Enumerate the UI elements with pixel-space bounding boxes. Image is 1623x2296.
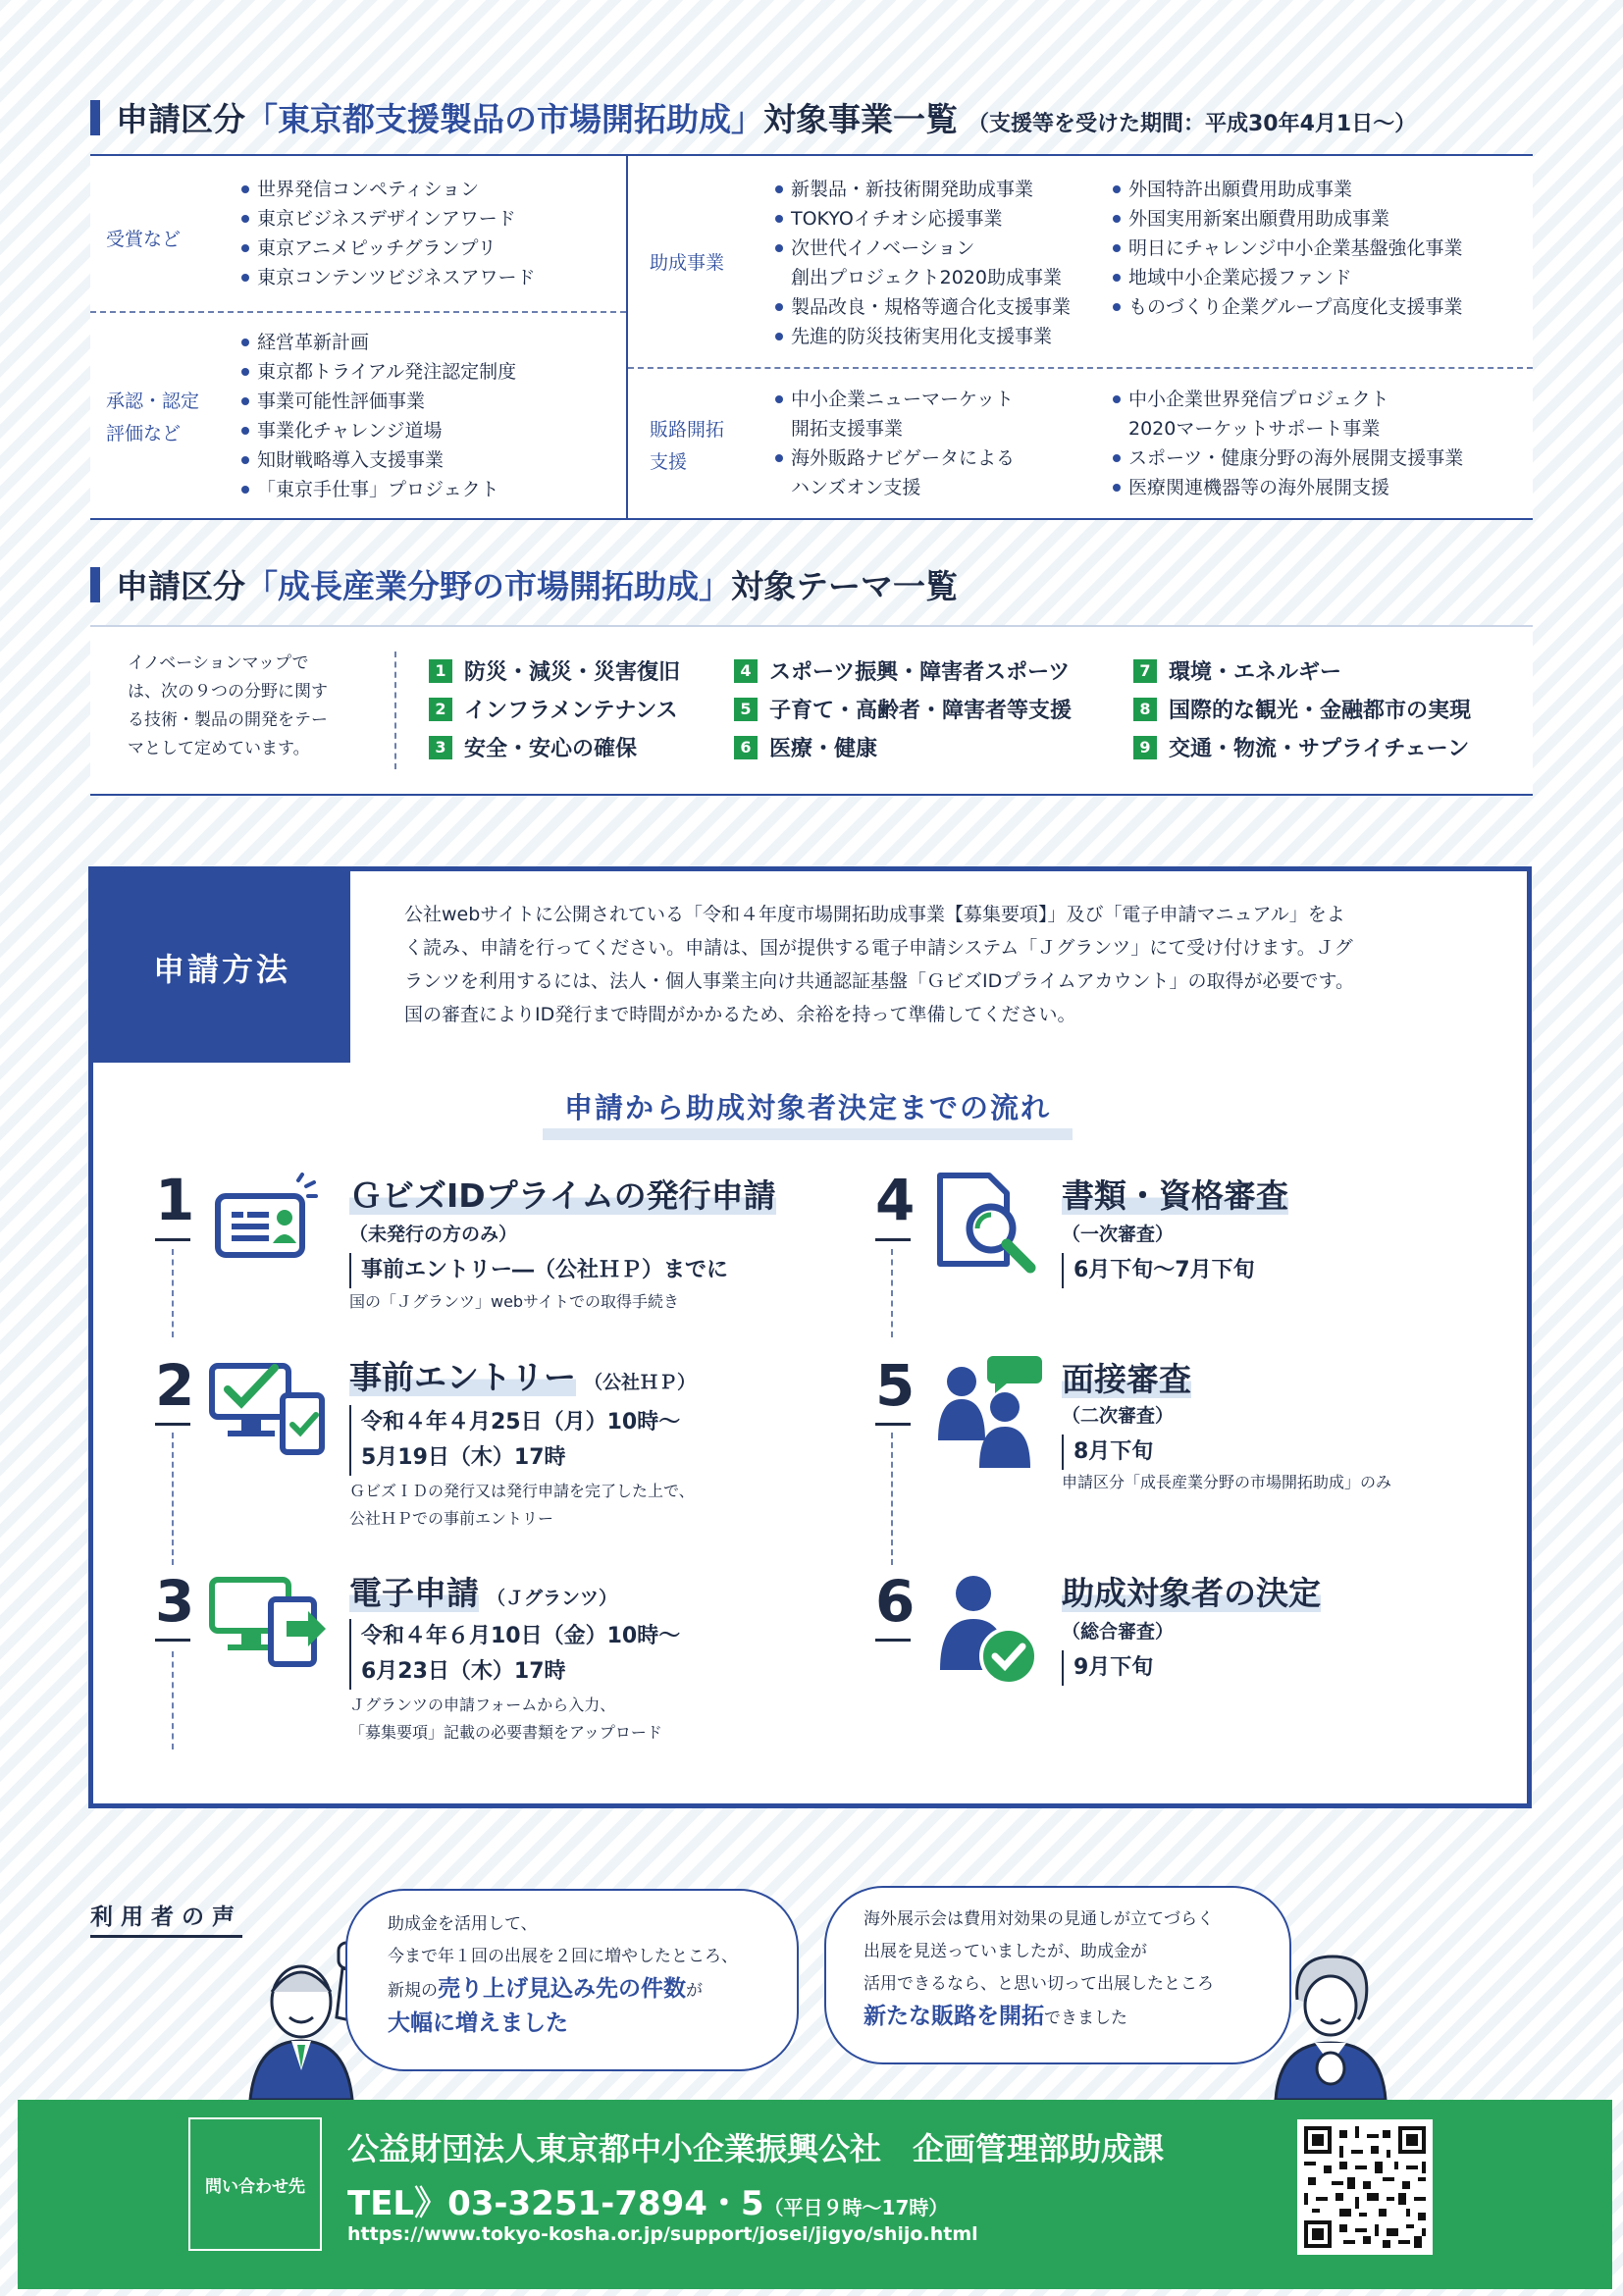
approved-person-icon	[934, 1568, 1047, 1695]
step-title: 事前エントリー （公社ＨＰ）	[349, 1358, 697, 1396]
category-approval: 承認・認定 評価など	[106, 391, 200, 444]
list-item-continued: ハンズオン支援	[791, 477, 921, 498]
list-item: 知財戦略導入支援事業	[241, 445, 516, 475]
approval-list	[241, 328, 516, 504]
computer-upload-icon	[206, 1570, 334, 1677]
list-item-continued: 2020マーケットサポート事業	[1128, 418, 1381, 440]
bottom-rule	[90, 518, 1533, 520]
list-item: 東京ビジネスデザインアワード	[241, 204, 535, 234]
list-item: ものづくり企業グループ高度化支援事業	[1113, 292, 1462, 322]
bottom-rule	[90, 794, 1533, 796]
list-item: 東京都トライアル発注認定制度	[241, 357, 516, 387]
document-search-icon	[930, 1168, 1043, 1284]
businesswoman-illustration	[1268, 1941, 1395, 2104]
step-dates: 事前エントリー―（公社ＨＰ）までに	[349, 1253, 728, 1288]
awards-list	[241, 175, 535, 292]
grants-list-col1	[775, 175, 1071, 351]
step-number-rule	[875, 1238, 911, 1241]
step-connector	[172, 1651, 174, 1749]
step-sub: （二次審査）	[1062, 1405, 1175, 1427]
interview-icon	[934, 1352, 1047, 1474]
right-divider	[628, 367, 1533, 369]
list-item: 東京コンテンツビジネスアワード	[241, 263, 535, 292]
theme-item: 8 国際的な観光・金融都市の実現	[1133, 694, 1471, 724]
step-number: 1	[155, 1167, 195, 1233]
telephone[interactable]: TEL》03-3251-7894・5（平日９時〜17時）	[347, 2184, 949, 2223]
id-card-icon	[212, 1173, 320, 1267]
section1-highlight: 「東京都支援製品の市場開拓助成」	[245, 100, 763, 138]
step-number: 3	[155, 1568, 195, 1635]
contact-label: 問い合わせ先	[188, 2117, 322, 2251]
step-number: 2	[155, 1352, 195, 1419]
section1-label: 申請区分	[116, 100, 245, 138]
step-number-rule	[155, 1423, 190, 1426]
list-item: 先進的防災技術実用化支援事業	[775, 322, 1071, 351]
step-note: 国の「Ｊグランツ」webサイトでの取得手続き	[349, 1292, 679, 1311]
theme-item: 5 子育て・高齢者・障害者等支援	[734, 694, 1072, 724]
step-number-rule	[875, 1639, 911, 1642]
list-item-continued: 開拓支援事業	[791, 418, 904, 440]
step-sub: （未発行の方のみ）	[349, 1224, 518, 1245]
step-title: 助成対象者の決定	[1062, 1574, 1321, 1612]
top-rule	[90, 625, 1533, 627]
qr-code[interactable]	[1297, 2119, 1433, 2255]
step-dates: 9月下旬	[1062, 1650, 1153, 1686]
method-description: 公社webサイトに公開されている「令和４年度市場開拓助成事業【募集要項】」及び「電子申請マニュアル」をよ く読み、申請を行ってください。申請は、国が提供する電子申請システム「Ｊグランツ」にて受け付けます。Ｊグ ランツを利用するには、法人・個人事業主向け共通認証基盤「ＧビズIDプライムアカウント」の取得が必要です。 国の審査によりID発行まで時間がかかるため、余裕を持って準備してください。	[404, 904, 1354, 1025]
list-item: 中小企業世界発信プロジェクト	[1113, 385, 1463, 414]
list-item-continued: 創出プロジェクト2020助成事業	[791, 267, 1062, 288]
organization-name: 公益財団法人東京都中小企業振興公社 企画管理部助成課	[347, 2130, 1165, 2167]
step-connector	[891, 1249, 893, 1337]
flow-title-underline	[543, 1128, 1073, 1140]
step-number-rule	[155, 1238, 190, 1241]
theme-item: 4 スポーツ振興・障害者スポーツ	[734, 655, 1070, 686]
list-item: 世界発信コンペティション	[241, 175, 535, 204]
section1-suffix: 対象事業一覧	[763, 100, 958, 138]
title-bar	[90, 567, 100, 602]
step-sub: （一次審査）	[1062, 1224, 1175, 1245]
list-item: 事業可能性評価事業	[241, 387, 516, 416]
top-rule	[90, 154, 1533, 156]
list-item: TOKYOイチオシ応援事業	[775, 204, 1071, 234]
step-number-rule	[155, 1639, 190, 1642]
list-item: 新製品・新技術開発助成事業	[775, 175, 1071, 204]
step-number: 5	[875, 1352, 916, 1419]
list-item: 事業化チャレンジ道場	[241, 416, 516, 445]
voice-1-text: 助成金を活用して、 今まで年１回の出展を２回に増やしたところ、 新規の売り上げ見込み先の件数が 大幅に増えました	[388, 1914, 738, 2036]
list-item: 医療関連機器等の海外展開支援	[1113, 473, 1463, 502]
list-item: 外国特許出願費用助成事業	[1113, 175, 1462, 204]
title-bar	[90, 100, 100, 135]
step-dates: 令和４年６月10日（金）10時〜 6月23日（木）17時	[349, 1619, 680, 1690]
left-divider	[90, 311, 626, 313]
sales-list-col2	[1113, 385, 1463, 502]
voice-2-text: 海外展示会は費用対効果の見通しが立てづらく 出展を見送っていましたが、助成金が 活用できるなら、と思い切って出展したところ 新たな販路を開拓できました	[864, 1909, 1214, 2029]
theme-item: 7 環境・エネルギー	[1133, 655, 1341, 686]
list-item: 東京アニメピッチグランプリ	[241, 234, 535, 263]
column-divider	[626, 155, 628, 518]
list-item: スポーツ・健康分野の海外展開支援事業	[1113, 444, 1463, 473]
list-item: 地域中小企業応援ファンド	[1113, 263, 1462, 292]
step-dates: 令和４年４月25日（月）10時〜 5月19日（木）17時	[349, 1405, 680, 1476]
step-title: 面接審査	[1062, 1360, 1191, 1398]
section2-label: 申請区分	[116, 567, 245, 605]
grants-list-col2	[1113, 175, 1462, 322]
computer-check-icon	[206, 1356, 334, 1463]
list-item: 次世代イノベーション	[775, 234, 1071, 263]
step-connector	[891, 1433, 893, 1565]
step-connector	[172, 1249, 174, 1337]
step-connector	[172, 1433, 174, 1565]
step-title: 書類・資格審査	[1062, 1176, 1288, 1215]
list-item: 明日にチャレンジ中小企業基盤強化事業	[1113, 234, 1462, 263]
step-dates: 6月下旬〜7月下旬	[1062, 1253, 1255, 1288]
category-grants: 助成事業	[650, 252, 725, 274]
list-item: 中小企業ニューマーケット	[775, 385, 1015, 414]
section2-suffix: 対象テーマ一覧	[731, 567, 958, 605]
section2-title	[90, 561, 958, 607]
step-dates: 8月下旬	[1062, 1435, 1153, 1470]
section1-title	[90, 94, 1416, 140]
theme-item: 3 安全・安心の確保	[429, 732, 637, 762]
theme-item: 2 インフラメンテナンス	[429, 694, 678, 724]
list-item: 製品改良・規格等適合化支援事業	[775, 292, 1071, 322]
step-number-rule	[875, 1423, 911, 1426]
themes-intro: イノベーションマップで は、次の９つの分野に関す る技術・製品の開発をテー マとして定めています。	[128, 653, 328, 758]
section1-period: （支援等を受けた期間：平成30年4月1日〜）	[968, 112, 1417, 136]
theme-item: 6 医療・健康	[734, 732, 877, 762]
user-voices-title: 利用者の声	[90, 1899, 242, 1938]
sales-list-col1	[775, 385, 1015, 502]
flow-title: 申請から助成対象者決定までの流れ	[563, 1091, 1051, 1124]
theme-item: 9 交通・物流・サプライチェーン	[1133, 732, 1469, 762]
list-item: 外国実用新案出願費用助成事業	[1113, 204, 1462, 234]
step-title: 電子申請 （Ｊグランツ）	[349, 1574, 618, 1612]
list-item: 「東京手仕事」プロジェクト	[241, 475, 516, 504]
step-note: ＧビズＩＤの発行又は発行申請を完了した上で、 公社ＨＰでの事前エントリー	[349, 1482, 695, 1528]
step-sub: （総合審査）	[1062, 1621, 1175, 1643]
theme-item: 1 防災・減災・災害復旧	[429, 655, 680, 686]
method-tab: 申請方法	[93, 871, 350, 1063]
step-note: 申請区分「成長産業分野の市場開拓助成」のみ	[1062, 1473, 1392, 1491]
website-url[interactable]: https://www.tokyo-kosha.or.jp/support/josei/jigyo/shijo.html	[347, 2223, 978, 2245]
section2-highlight: 「成長産業分野の市場開拓助成」	[245, 567, 731, 605]
step-number: 6	[875, 1568, 916, 1635]
intro-divider	[394, 652, 396, 769]
list-item: 経営革新計画	[241, 328, 516, 357]
category-awards: 受賞など	[106, 229, 182, 250]
category-sales: 販路開拓 支援	[650, 419, 725, 473]
step-note: Ｊグランツの申請フォームから入力、 「募集要項」記載の必要書類をアップロード	[349, 1696, 662, 1742]
step-title: ＧビズIDプライムの発行申請	[349, 1176, 776, 1215]
list-item: 海外販路ナビゲータによる	[775, 444, 1015, 473]
step-number: 4	[875, 1167, 916, 1233]
